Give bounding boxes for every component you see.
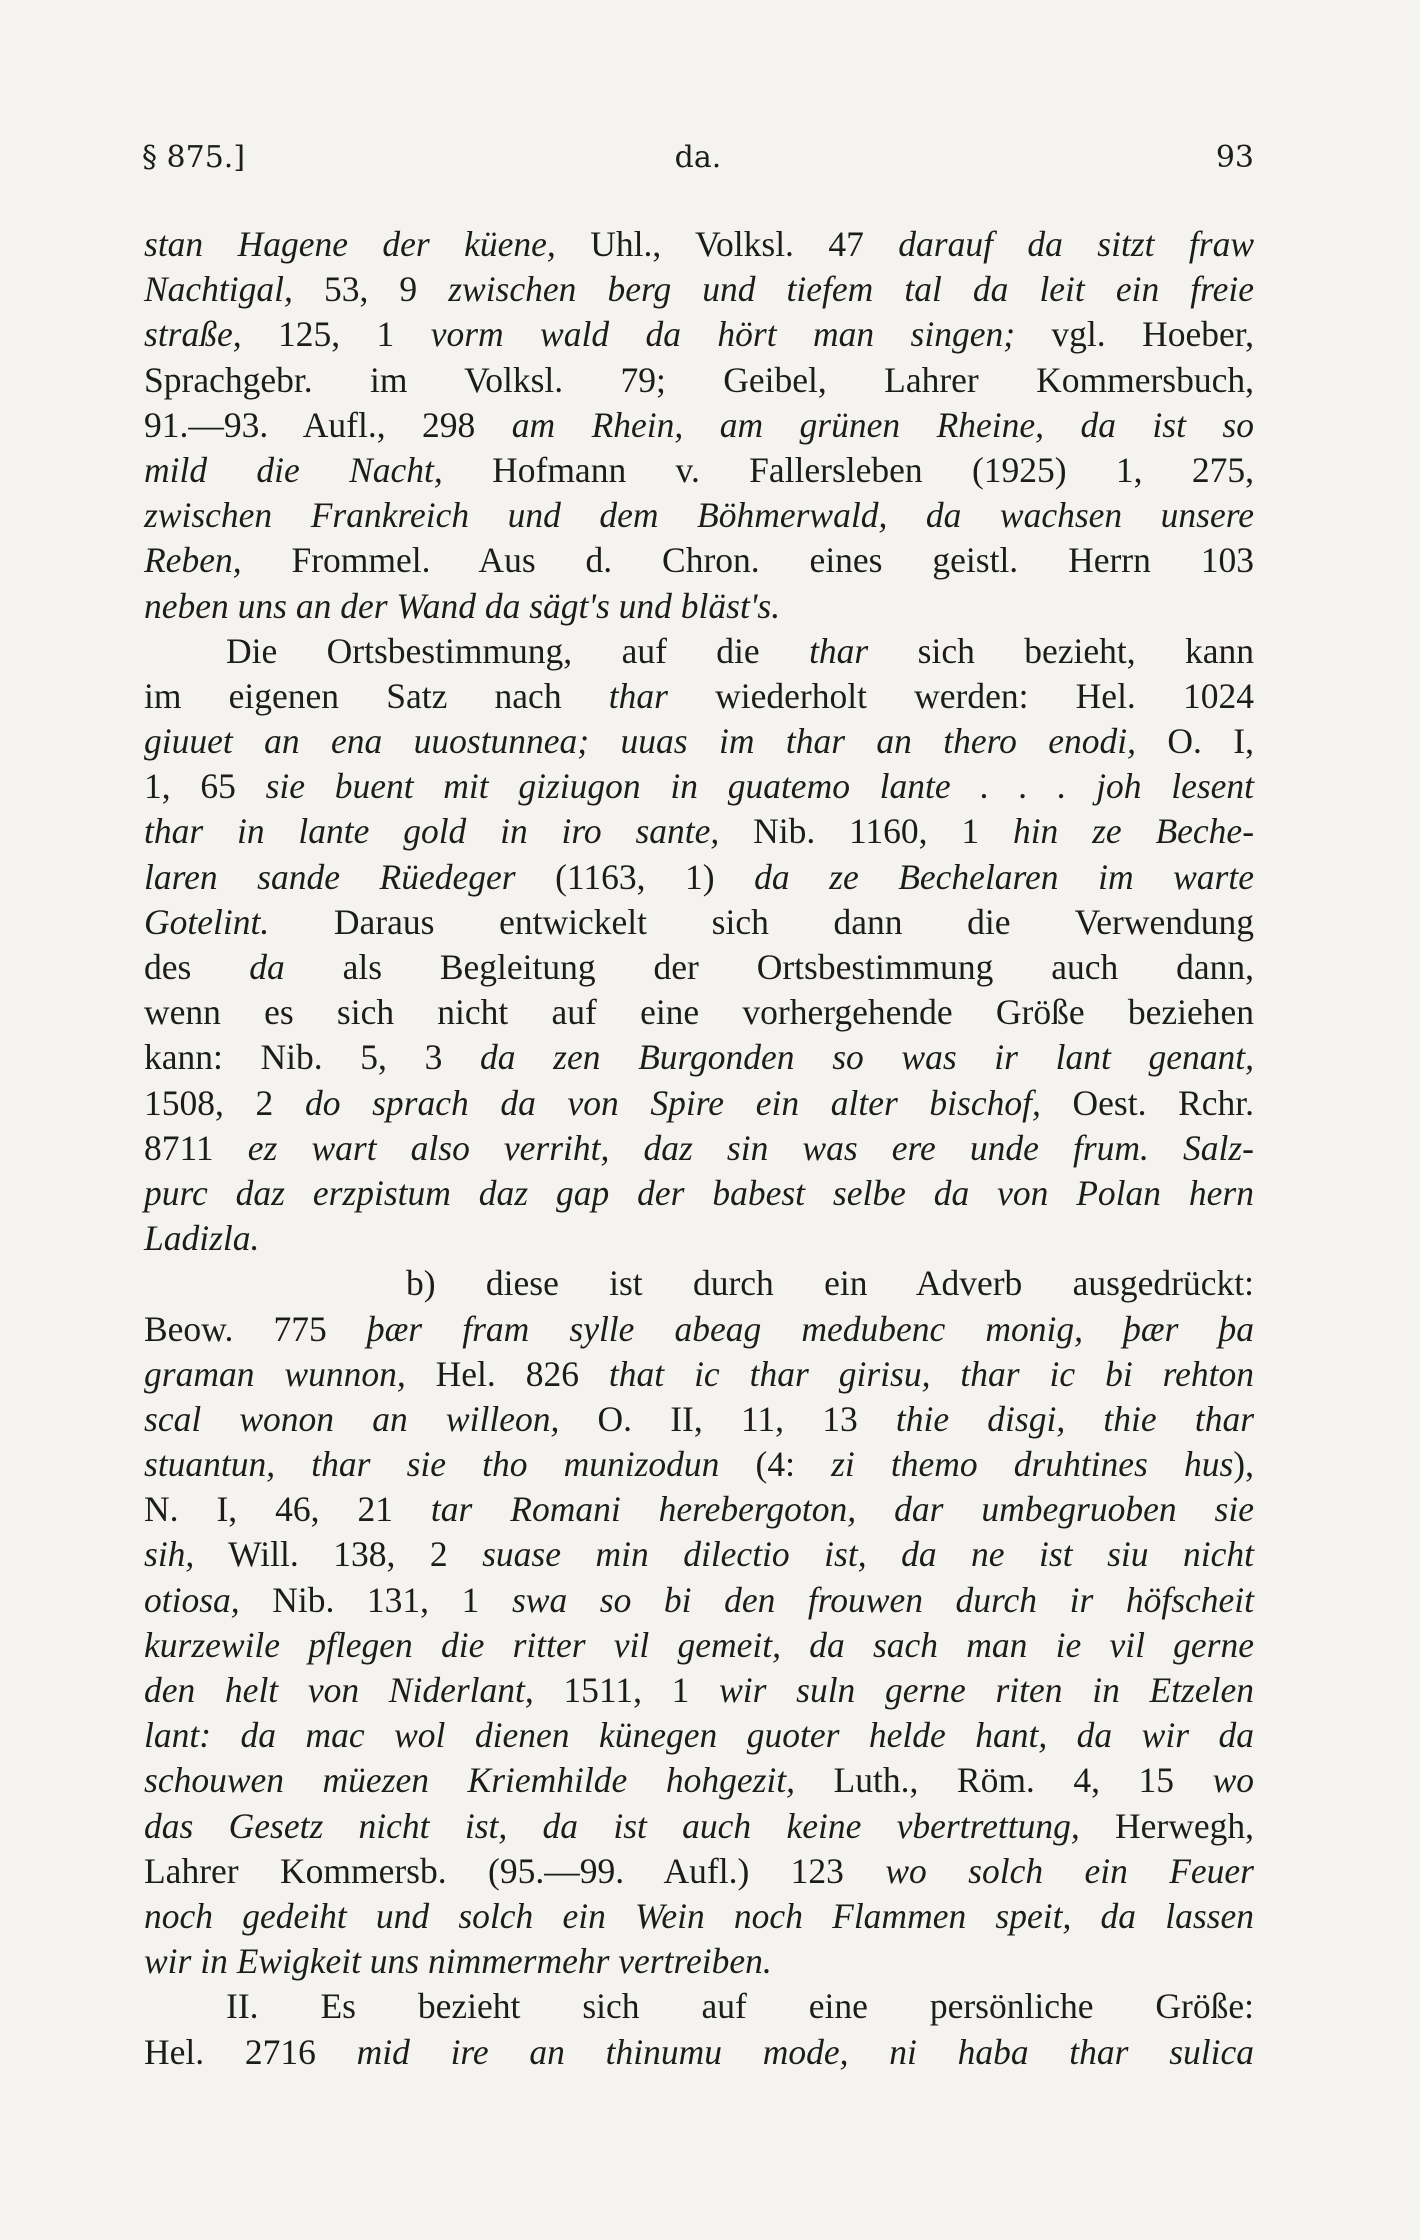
text-line xyxy=(144,945,1254,990)
italic-run: hin ze Beche- xyxy=(1012,811,1255,852)
text-line xyxy=(144,267,1254,312)
text-line xyxy=(144,900,1254,945)
text-line xyxy=(144,1352,1254,1397)
italic-run: wo solch ein Feuer xyxy=(885,1850,1255,1891)
roman-run: kann: Nib. 5, 3 xyxy=(144,1037,480,1078)
section-reference: § 875.] xyxy=(142,140,246,175)
roman-run: Sprachgebr. im Volksl. 79; Geibel, Lahrer Kommersbuch, xyxy=(144,359,1254,400)
text-line xyxy=(144,1216,1254,1261)
italic-run: scal wonon an willeon, xyxy=(144,1398,560,1439)
italic-run: Gotelint. xyxy=(144,901,270,942)
italic-run: stuantun, thar sie tho munizodun xyxy=(144,1444,720,1485)
italic-run: thar in lante gold in iro sante, xyxy=(144,811,720,852)
italic-run: wir in Ewigkeit uns nimmermehr vertreiben. xyxy=(144,1941,772,1982)
italic-run: wo xyxy=(1212,1760,1254,1801)
running-title: da. xyxy=(674,140,722,175)
italic-run: graman wunnon, xyxy=(144,1353,406,1394)
roman-run: Beow. 775 xyxy=(144,1308,367,1349)
text-line xyxy=(144,1984,1254,2029)
italic-run: laren sande Rüedeger xyxy=(144,856,516,897)
roman-run: 1511, 1 xyxy=(533,1670,720,1710)
italic-run: do sprach da von Spire ein alter bischof, xyxy=(304,1082,1041,1123)
italic-run: Nachtigal, xyxy=(144,269,293,310)
roman-run: Frommel. Aus d. Chron. eines geistl. Herrn 103 xyxy=(241,540,1254,581)
italic-run: ez wart also verriht, daz sin was ere unde frum. Salz- xyxy=(247,1127,1255,1168)
roman-run: 53, 9 xyxy=(292,269,449,310)
italic-run: thar xyxy=(809,630,869,671)
italic-run: schouwen müezen Kriemhilde hohgezit, xyxy=(144,1760,796,1801)
roman-run: Uhl., Volksl. 47 xyxy=(555,224,899,264)
roman-run: Nib. 131, 1 xyxy=(239,1579,512,1620)
running-header xyxy=(142,140,1254,184)
text-line xyxy=(144,1849,1254,1894)
roman-run: Hel. 2716 xyxy=(144,2031,357,2072)
roman-run: Lahrer Kommersb. (95.—99. Aufl.) 123 xyxy=(144,1850,886,1891)
italic-run: sie buent mit giziugon in guatemo lante . . . joh lesent xyxy=(265,766,1255,807)
text-line xyxy=(144,1758,1254,1803)
roman-run: Nib. 1160, 1 xyxy=(719,811,1013,852)
italic-run: neben uns an der Wand da sägt's und bläst's. xyxy=(144,585,781,626)
text-line xyxy=(144,674,1254,719)
italic-run: kurzewile pflegen die ritter vil gemeit, da sach man ie vil gerne xyxy=(144,1624,1254,1665)
italic-run: giuuet an ena uuostunnea; uuas im thar an thero enodi, xyxy=(144,721,1137,762)
text-line xyxy=(144,538,1254,583)
italic-run: purc daz erzpistum daz gap der babest selbe da von Polan hern xyxy=(144,1172,1254,1213)
italic-run: thie disgi, thie thar xyxy=(895,1398,1255,1439)
roman-run: Herwegh, xyxy=(1079,1805,1254,1846)
italic-run: mild die Nacht, xyxy=(144,449,443,490)
roman-run: Hel. 826 xyxy=(405,1353,609,1394)
roman-run: wiederholt werden: Hel. 1024 xyxy=(667,675,1254,716)
italic-run: am Rhein, am grünen Rheine, da ist so xyxy=(511,404,1254,445)
text-line xyxy=(144,1939,1254,1984)
text-line xyxy=(144,448,1254,493)
roman-run: Luth., Röm. 4, 15 xyxy=(795,1760,1213,1801)
text-line xyxy=(144,312,1254,357)
text-line xyxy=(144,493,1254,538)
italic-run: zwischen Frankreich und dem Böhmerwald, da wachsen unsere xyxy=(144,495,1254,536)
text-line xyxy=(144,1126,1254,1171)
roman-run: ), xyxy=(1233,1444,1254,1485)
roman-run: b) diese ist durch ein Adverb ausgedrückt: xyxy=(406,1263,1254,1304)
italic-run: mid ire an thinumu mode, ni haba thar sulica xyxy=(356,2031,1254,2072)
roman-run: im eigenen Satz nach xyxy=(144,675,609,716)
text-line xyxy=(144,1081,1254,1126)
italic-run: darauf da sitzt fraw xyxy=(898,224,1254,264)
text-line xyxy=(144,1578,1254,1623)
text-line xyxy=(144,584,1254,629)
italic-run: tar Romani herebergoton, dar umbegruoben sie xyxy=(430,1489,1254,1530)
text-line xyxy=(144,809,1254,854)
roman-run: Die Ortsbestimmung, auf die xyxy=(226,630,810,671)
text-line xyxy=(144,1261,1254,1306)
text-line xyxy=(144,1668,1254,1713)
text-line xyxy=(144,358,1254,403)
text-line xyxy=(144,764,1254,809)
roman-run: (4: xyxy=(719,1444,832,1485)
italic-run: otiosa, xyxy=(144,1579,240,1620)
italic-run: Reben, xyxy=(144,540,242,581)
italic-run: suase min dilectio ist, da ne ist siu nicht xyxy=(482,1534,1254,1575)
roman-run: 125, 1 xyxy=(241,314,431,355)
text-line xyxy=(144,1442,1254,1487)
text-line xyxy=(144,1397,1254,1442)
italic-run: das Gesetz nicht ist, da ist auch keine vbertrettung, xyxy=(144,1805,1080,1846)
text-line xyxy=(144,855,1254,900)
italic-run: noch gedeiht und solch ein Wein noch Flammen speit, da lassen xyxy=(144,1895,1254,1936)
roman-run: als Begleitung der Ortsbestimmung auch dann, xyxy=(284,947,1254,987)
roman-run: Will. 138, 2 xyxy=(194,1534,483,1575)
text-line xyxy=(144,1171,1254,1216)
text-line xyxy=(144,1532,1254,1577)
text-line xyxy=(144,1035,1254,1080)
roman-run: O. II, 11, 13 xyxy=(559,1398,896,1439)
italic-run: stan Hagene der küene, xyxy=(144,224,556,264)
text-line xyxy=(144,1307,1254,1352)
roman-run: O. I, xyxy=(1136,721,1254,762)
italic-run: lant: da mac wol dienen künegen guoter helde hant, da wir da xyxy=(144,1715,1254,1756)
italic-run: da xyxy=(249,947,285,987)
italic-run: vorm wald da hört man singen; xyxy=(430,314,1016,355)
text-line xyxy=(144,990,1254,1035)
italic-run: zwischen berg und tiefem tal da leit ein freie xyxy=(448,269,1255,310)
italic-run: den helt von Niderlant, xyxy=(144,1670,534,1710)
text-line xyxy=(144,1623,1254,1668)
roman-run: des xyxy=(144,947,250,987)
text-line xyxy=(144,403,1254,448)
italic-run: straße, xyxy=(144,314,242,355)
roman-run: 8711 xyxy=(144,1127,248,1168)
text-line xyxy=(144,1894,1254,1939)
roman-run: N. I, 46, 21 xyxy=(144,1489,431,1530)
body-text xyxy=(144,222,1254,2075)
text-line xyxy=(144,1804,1254,1849)
roman-run: wenn es sich nicht auf eine vorhergehende Größe beziehen xyxy=(144,992,1254,1033)
italic-run: that ic thar girisu, thar ic bi rehton xyxy=(608,1353,1254,1394)
roman-run: Oest. Rchr. xyxy=(1040,1082,1255,1123)
italic-run: zi themo druhtines hus xyxy=(831,1444,1234,1485)
roman-run: II. Es bezieht sich auf eine persönliche Größe: xyxy=(226,1986,1254,2027)
text-line xyxy=(144,1713,1254,1758)
text-line xyxy=(144,629,1254,674)
roman-run: 1508, 2 xyxy=(144,1082,305,1123)
page-number: 93 xyxy=(1215,140,1254,175)
roman-run: vgl. Hoeber, xyxy=(1015,314,1254,355)
roman-run: (1163, 1) xyxy=(515,856,755,897)
italic-run: Ladizla. xyxy=(144,1218,260,1259)
italic-run: da zen Burgonden so was ir lant genant, xyxy=(479,1037,1255,1078)
italic-run: da ze Bechelaren im warte xyxy=(754,856,1254,897)
roman-run: sich bezieht, kann xyxy=(868,630,1254,671)
text-line xyxy=(144,2030,1254,2075)
text-line xyxy=(144,719,1254,764)
italic-run: thar xyxy=(608,675,668,716)
roman-run: Daraus entwickelt sich dann die Verwendung xyxy=(269,901,1254,942)
italic-run: wir suln gerne riten in Etzelen xyxy=(719,1670,1254,1710)
roman-run: 91.—93. Aufl., 298 xyxy=(144,404,512,445)
text-line xyxy=(144,1487,1254,1532)
roman-run: Hofmann v. Fallersleben (1925) 1, 275, xyxy=(442,449,1254,490)
roman-run: 1, 65 xyxy=(144,766,266,807)
italic-run: sih, xyxy=(144,1534,195,1575)
italic-run: þær fram sylle abeag medubenc monig, þær þa xyxy=(366,1308,1254,1349)
italic-run: swa so bi den frouwen durch ir höfscheit xyxy=(511,1579,1255,1620)
text-line xyxy=(144,222,1254,267)
